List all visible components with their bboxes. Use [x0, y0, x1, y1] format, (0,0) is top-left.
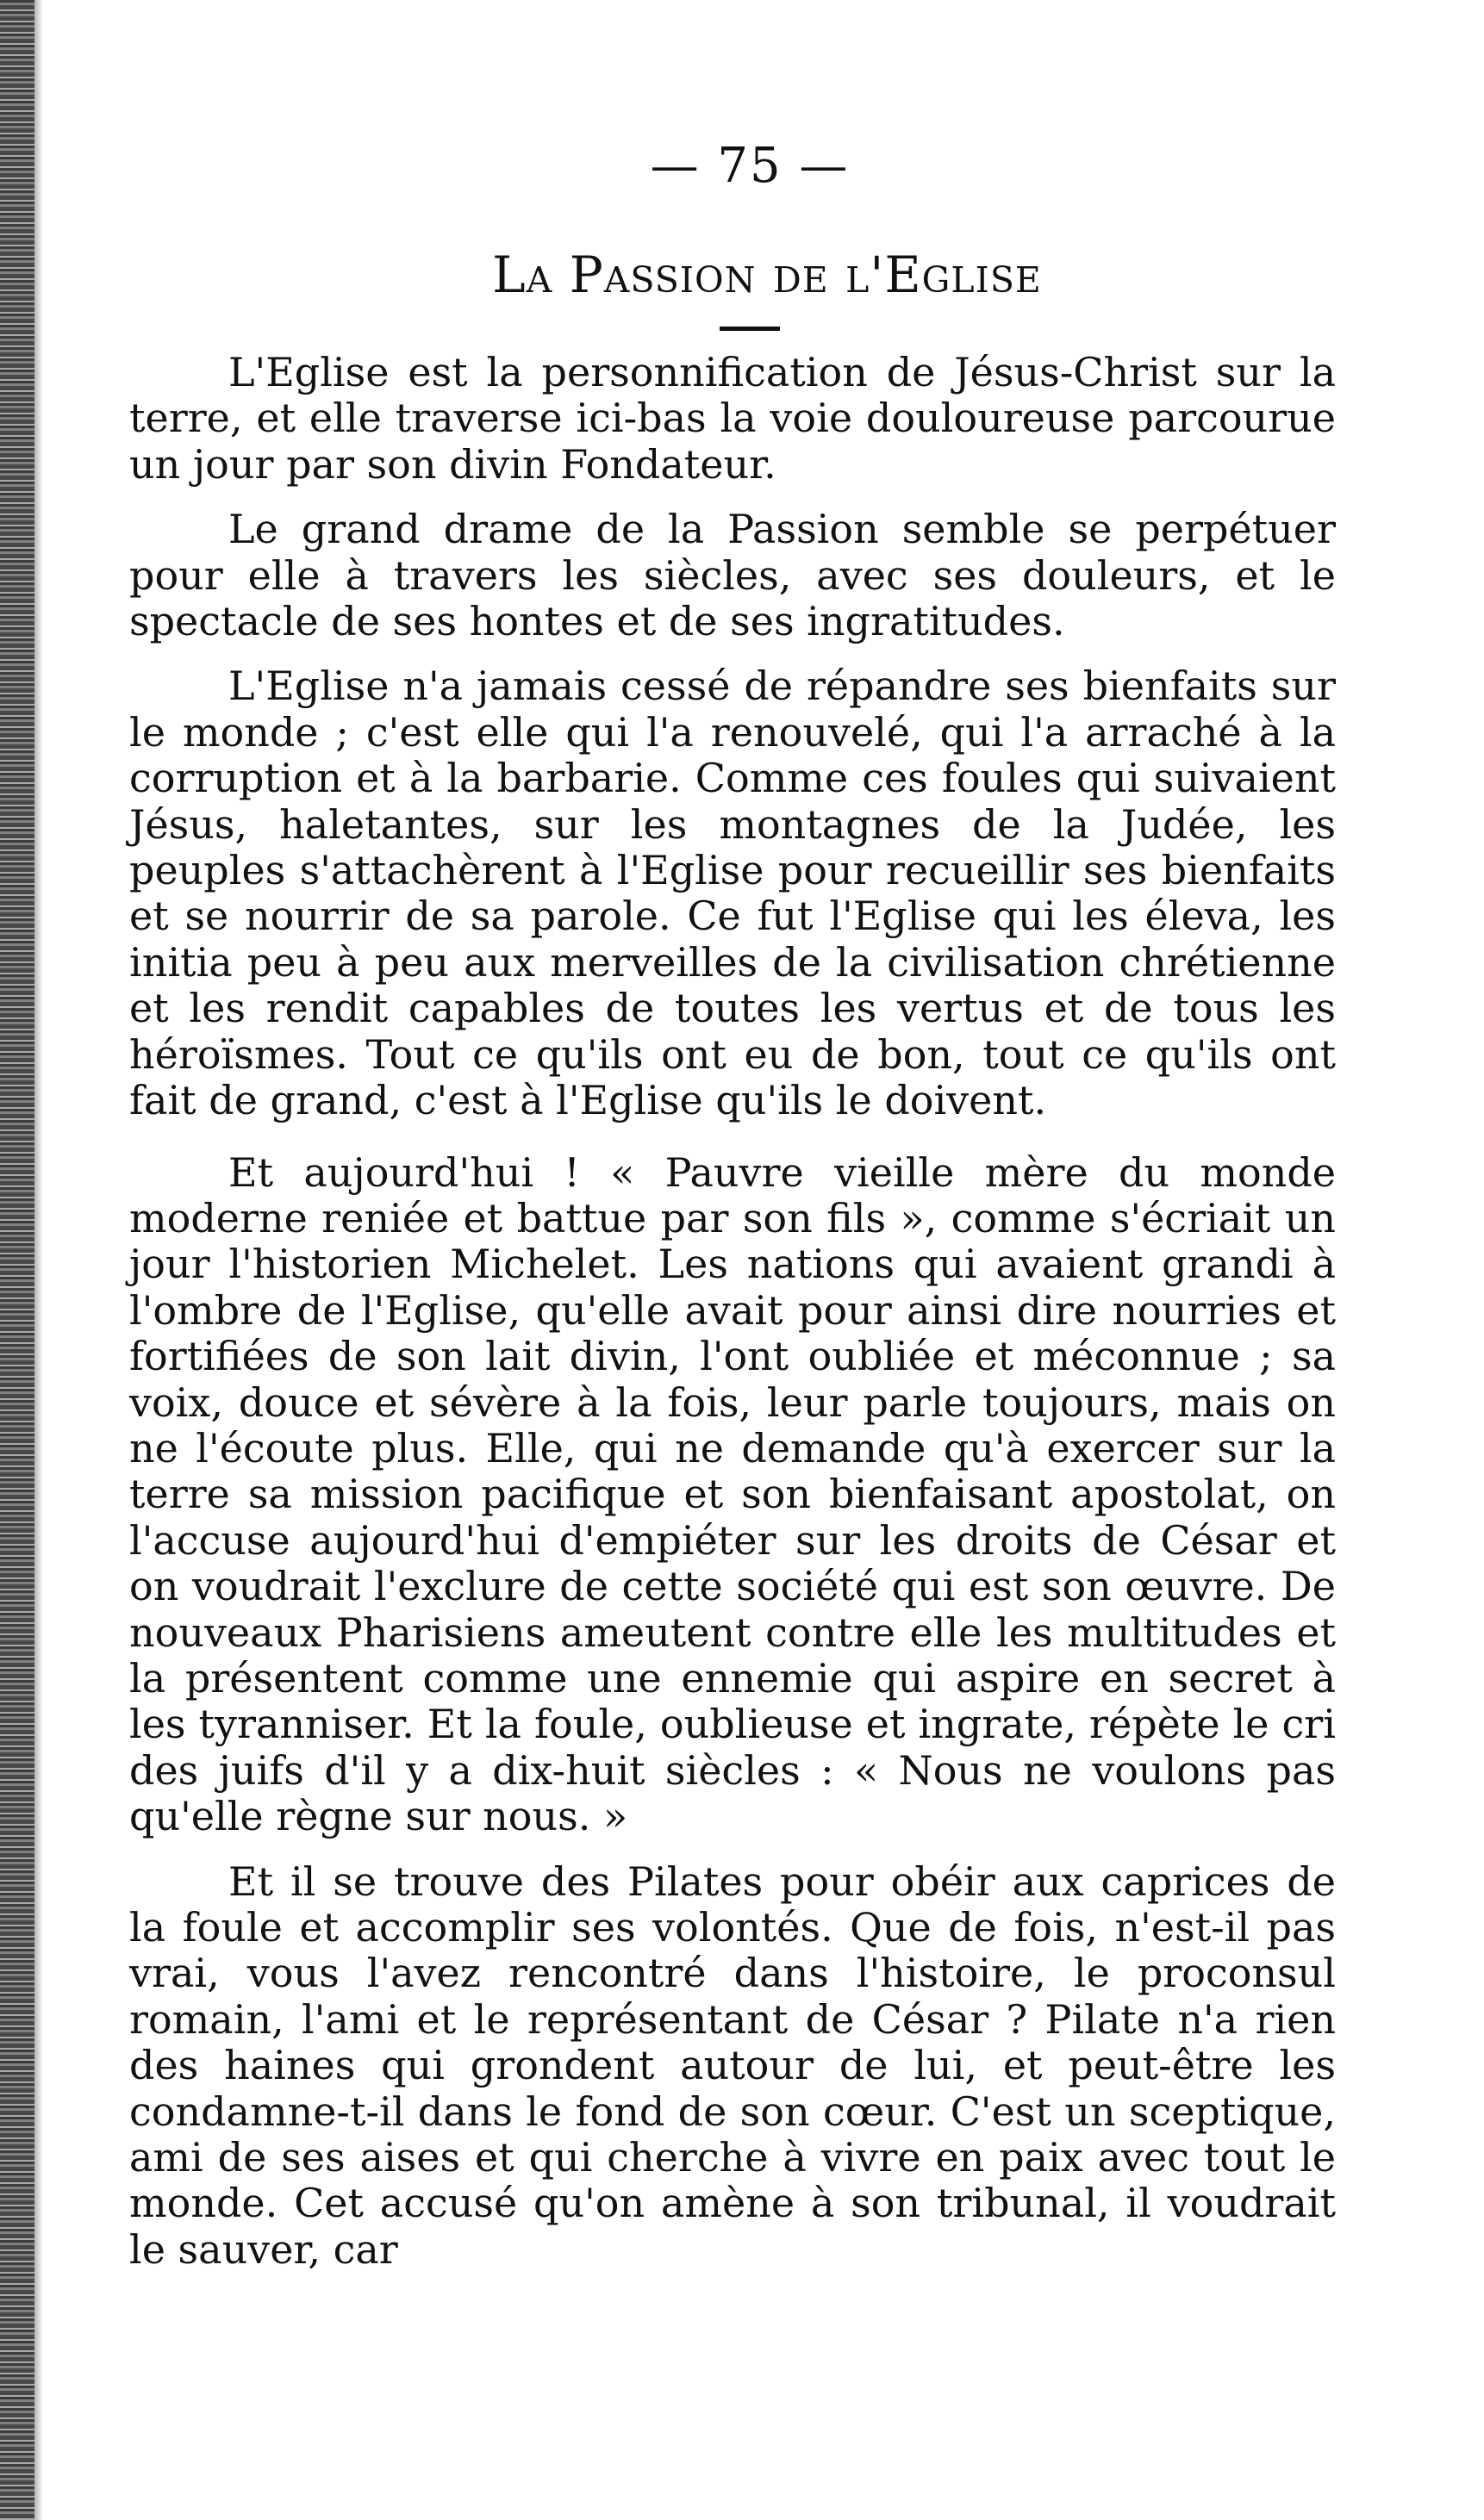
- paragraph-4: Et aujourd'hui ! « Pauvre vieille mère du monde moderne reniée et battue par son fils », comme s'écriait un jour l'historien Michelet. Les nations qui avaient grandi à l'ombre de l'Eglise, qu'elle avait pour ainsi dire nourries et fortifiées de son lait divin, l'ont oubliée et méconnue ; sa voix, douce et sévère à la fois, leur parle toujours, mais on ne l'écoute plus. Elle, qui ne demande qu'à exercer sur la terre sa mission pacifique et son bienfaisant apostolat, on l'accuse aujourd'hui d'empiéter sur les droits de César et on voudrait l'exclure de cette société qui est son œuvre. De nouveaux Pharisiens ameutent contre elle les multitudes et la présentent comme une ennemie qui aspire en secret à les tyranniser. Et la foule, oublieuse et ingrate, répète le cri des juifs d'il y a dix-huit siècles : « Nous ne voulons pas qu'elle règne sur nous. »: [129, 1148, 1336, 1840]
- paragraph-3: L'Eglise n'a jamais cessé de répandre ses bienfaits sur le monde ; c'est elle qui l'a renouvelé, qui l'a arraché à la corruption et à la barbarie. Comme ces foules qui suivaient Jésus, haletantes, sur les montagnes de la Judée, les peuples s'attachèrent à l'Eglise pour recueillir ses bienfaits et se nourrir de sa parole. Ce fut l'Eglise qui les éleva, les initia peu à peu aux merveilles de la civilisation chrétienne et les rendit capables de toutes les vertus et de tous les héroïsmes. Tout ce qu'ils ont eu de bon, tout ce qu'ils ont fait de grand, c'est à l'Eglise qu'ils le doivent.: [129, 663, 1336, 1124]
- page-number: — 75 —: [650, 138, 850, 194]
- chapter-title: La Passion de l'Eglise: [492, 246, 1042, 304]
- binding-edge: [0, 0, 34, 2520]
- paragraph-5: Et il se trouve des Pilates pour obéir aux caprices de la foule et accomplir ses volontés. Que de fois, n'est-il pas vrai, vous l'avez rencontré dans l'histoire, le proconsul romain, l'ami et le représentant de César ? Pilate n'a rien des haines qui grondent autour de lui, et peut-être les condamne-t-il dans le fond de son cœur. C'est un sceptique, ami de ses aises et qui cherche à vivre en paix avec tout le monde. Cet accusé qu'on amène à son tribunal, il voudrait le sauver, car: [129, 1857, 1336, 2273]
- title-rule: [720, 327, 780, 331]
- document-page: [129, 138, 1336, 2292]
- paragraph-2: Le grand drame de la Passion semble se perpétuer pour elle à travers les siècles, avec ses douleurs, et le spectacle de ses hontes et de ses ingratitudes.: [129, 506, 1336, 645]
- paragraph-1: L'Eglise est la personnification de Jésus-Christ sur la terre, et elle traverse ici-bas la voie douloureuse parcourue un jour par son divin Fondateur.: [129, 349, 1336, 488]
